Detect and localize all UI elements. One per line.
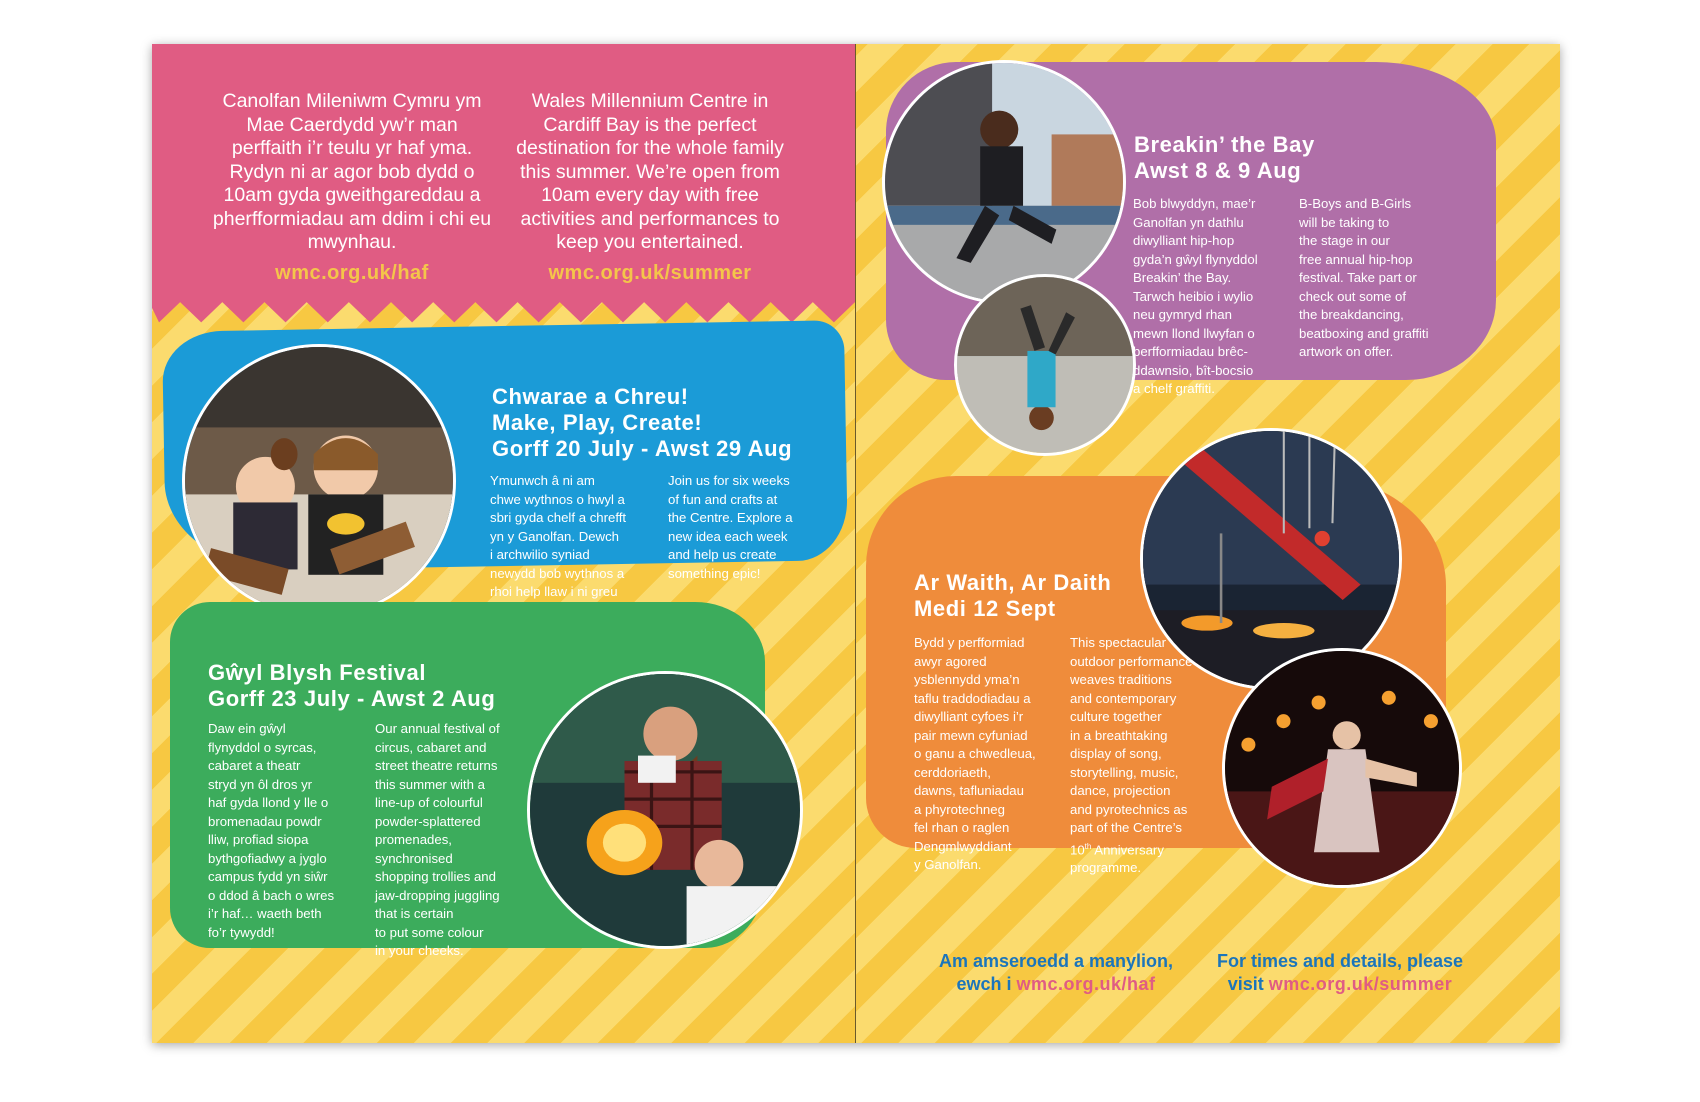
- footer-english-link[interactable]: wmc.org.uk/summer: [1268, 974, 1453, 994]
- footer-welsh: Am amseroedd a manylion, ewch i wmc.org.uk/haf: [938, 951, 1174, 994]
- fire-performer-photo: [527, 671, 803, 949]
- blysh-title: Gŵyl Blysh Festival: [208, 660, 427, 685]
- blysh-body-en: Our annual festival of circus, cabaret and street theatre returns this summer with a line-up of colourful powder-splattered promenades, synchronised shopping trollies and jaw-dropping juggling that is certain to put some colour in your cheeks.: [375, 721, 500, 958]
- brochure-spread: [152, 44, 1560, 1043]
- fire-dancer-photo: [1222, 648, 1462, 888]
- make-play-create-body-cy: Ymunwch â ni am chwe wythnos o hwyl a sbri gyda chelf a chrefft yn y Ganolfan. Dewch i archwilio syniad newydd bob wythnos a rhoi help llaw i ni greu: [490, 473, 627, 599]
- left-page: [152, 44, 855, 1043]
- welsh-link[interactable]: wmc.org.uk/haf: [275, 262, 429, 284]
- breakin-dates: Awst 8 & 9 Aug: [1134, 158, 1302, 183]
- ar-waith-body-cy: Bydd y perfformiad awyr agored ysblennydd yma’n taflu traddodiadau a diwylliant cyfoes i’r pair mewn cyfuniad o ganu a chwedleua, cerddoriaeth, dawns, tafluniadau a phyrotechneg fel rhan o raglen Dengmlwyddiant y Ganolfan.: [914, 635, 1036, 872]
- breakin-title: Breakin’ the Bay: [1134, 132, 1315, 157]
- make-play-create-body-en: Join us for six weeks of fun and crafts at the Centre. Explore a new idea each week and help us create something epic!: [668, 473, 793, 581]
- breakdancer-photo: [954, 274, 1136, 456]
- blysh-dates: Gorff 23 July - Awst 2 Aug: [208, 686, 496, 711]
- blysh-body-cy: Daw ein gŵyl flynyddol o syrcas, cabaret a theatr stryd yn ôl dros yr haf gyda llond y lle o bromenadau powdr lliw, profiad siopa bythgofiadwy a jyglo campus fydd yn siŵr o ddod â bach o wres i’r haf… waeth beth fo’r tywydd!: [208, 721, 335, 940]
- ar-waith-dates: Medi 12 Sept: [914, 596, 1056, 621]
- children-crafts-photo: [182, 344, 456, 618]
- make-play-create-dates: Gorff 20 July - Awst 29 Aug: [492, 436, 793, 461]
- intro-english: Wales Millennium Centre in Cardiff Bay is the perfect destination for the whole family this summer. We’re open from 10am every day with free activities and performances to keep you entertained.: [516, 90, 784, 253]
- right-page: [856, 44, 1560, 1043]
- breakin-body-en: B-Boys and B-Girls will be taking to the stage in our free annual hip-hop festival. Take part or check out some of the breakdancing, beatboxing and graffiti artwork on offer.: [1299, 196, 1429, 359]
- ar-waith-body-en: This spectacular outdoor performance weaves traditions and contemporary culture together in a breathtaking display of song, storytelling, music, dance, projection and pyrotechnics as part of the Centre’s 10th Anniversary programme.: [1070, 635, 1193, 876]
- make-play-create-title-cy: Chwarae a Chreu!: [492, 384, 689, 409]
- dancer-jumping-photo: [882, 60, 1126, 304]
- intro-welsh: Canolfan Mileniwm Cymru ym Mae Caerdydd yw’r man perffaith i’r teulu yr haf yma. Rydyn ni ar agor bob dydd o 10am gyda gweithgareddau a pherfformiadau am ddim i chi eu mwynhau.: [212, 90, 492, 253]
- make-play-create-title-en: Make, Play, Create!: [492, 410, 703, 435]
- ar-waith-title: Ar Waith, Ar Daith: [914, 570, 1112, 595]
- english-link[interactable]: wmc.org.uk/summer: [548, 262, 752, 284]
- breakin-body-cy: Bob blwyddyn, mae’r Ganolfan yn dathlu diwylliant hip-hop gyda’n gŵyl flynyddol Breakin’ the Bay. Tarwch heibio i wylio neu gymryd rhan mewn llond llwyfan o berfformiadau brêc- ddawnsio, bît-bocsio a chelf graffiti.: [1133, 196, 1258, 396]
- footer-welsh-link[interactable]: wmc.org.uk/haf: [1016, 974, 1156, 994]
- footer-english: For times and details, please visit wmc.org.uk/summer: [1216, 951, 1464, 994]
